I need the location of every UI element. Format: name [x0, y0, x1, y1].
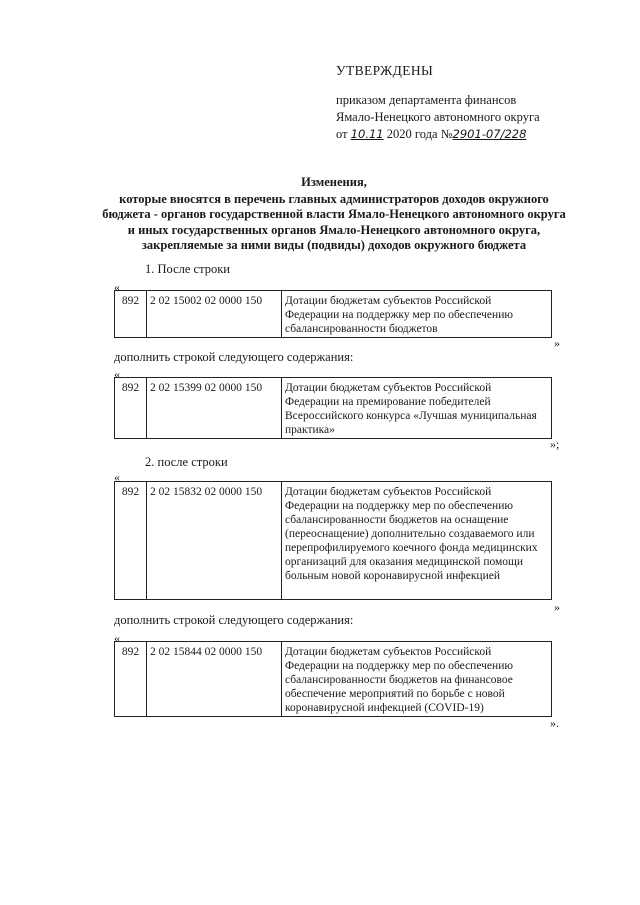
handwritten-date: 10.11: [350, 127, 384, 141]
row-description: Дотации бюджетам субъектов Российской Федерации на поддержку мер по обеспечению сбалансированности бюджетов на оснащение (переоснащение) дополнительно создаваемого или перепрофилируемого коечного фонда медицинских организаций для оказания медицинской помощи больным новой коронавирусной инфекцией: [282, 482, 552, 600]
date-middle: 2020 года №: [386, 127, 453, 141]
handwritten-number: 2901-07/228: [452, 127, 527, 141]
section-2-close-quote: »: [554, 600, 560, 614]
section-2-intro: 2. после строки: [145, 455, 228, 469]
row-description: Дотации бюджетам субъектов Российской Федерации на поддержку мер по обеспечению сбалансированности бюджетов на финансовое обеспечение мероприятий по борьбе с новой коронавирусной инфекцией (COVID-19): [282, 642, 552, 717]
section-2-existing-row: [114, 481, 552, 600]
row-admin-code: 892: [115, 378, 147, 439]
row-admin-code: 892: [115, 642, 147, 717]
section-2-new-row: [114, 641, 552, 717]
approved-label: УТВЕРЖДЕНЫ: [336, 63, 434, 78]
row-description: Дотации бюджетам субъектов Российской Федерации на поддержку мер по обеспечению сбалансированности бюджетов: [282, 291, 552, 338]
approval-line-2: Ямало-Ненецкого автономного округа: [336, 110, 540, 124]
section-1-open-quote: «: [114, 280, 120, 294]
section-1-intro: 1. После строки: [145, 262, 230, 276]
approval-block: [336, 62, 626, 143]
heading-subtitle: которые вносятся в перечень главных администраторов доходов окружного бюджета - органов государственной власти Ямало-Ненецкого автономного округа и иных государственных органов Ямало-Ненецкого автономного округа, закрепляемые за ними виды (подвиды) доходов окружного бюджета: [102, 191, 566, 252]
row-admin-code: 892: [115, 482, 147, 600]
section-2-end-quote: ».: [550, 716, 559, 730]
approval-date-line: [336, 126, 626, 143]
section-1-open-quote-2: «: [114, 367, 120, 381]
section-1-add-text: дополнить строкой следующего содержания:: [114, 350, 354, 364]
section-2-add-text: дополнить строкой следующего содержания:: [114, 613, 354, 627]
row-kbk-code: 2 02 15002 02 0000 150: [147, 291, 282, 338]
date-prefix: от: [336, 127, 348, 141]
section-1-new-row: [114, 377, 552, 439]
section-2-open-quote: «: [114, 470, 120, 484]
approval-line-1: приказом департамента финансов: [336, 93, 517, 107]
row-kbk-code: 2 02 15844 02 0000 150: [147, 642, 282, 717]
row-kbk-code: 2 02 15832 02 0000 150: [147, 482, 282, 600]
section-2-open-quote-2: «: [114, 631, 120, 645]
section-1-existing-row: [114, 290, 552, 338]
row-kbk-code: 2 02 15399 02 0000 150: [147, 378, 282, 439]
heading-title: Изменения,: [301, 175, 367, 189]
document-heading: [100, 175, 568, 254]
section-1-end-quote: »;: [550, 437, 560, 451]
row-admin-code: 892: [115, 291, 147, 338]
row-description: Дотации бюджетам субъектов Российской Федерации на премирование победителей Всероссийского конкурса «Лучшая муниципальная практика»: [282, 378, 552, 439]
section-1-close-quote: »: [554, 336, 560, 350]
